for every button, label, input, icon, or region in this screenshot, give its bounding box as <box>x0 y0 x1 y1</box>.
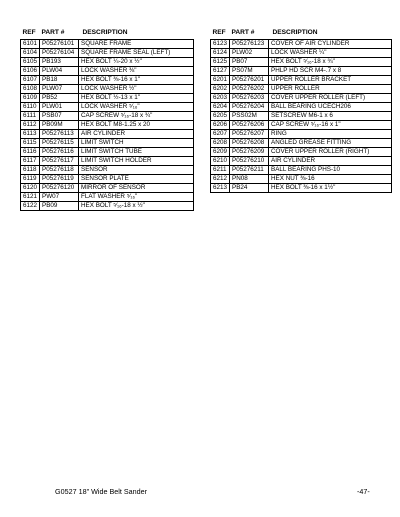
table-row <box>21 184 194 193</box>
cell-part-number: P05276117 <box>40 157 79 166</box>
cell-part-number: P05276211 <box>230 166 269 175</box>
cell-ref: 6201 <box>211 76 230 85</box>
header-ref: REF <box>22 28 36 36</box>
table-row <box>211 121 392 130</box>
cell-ref: 6212 <box>211 175 230 184</box>
cell-description: SENSOR PLATE <box>79 175 194 184</box>
cell-description: HEX BOLT ⁵⁄₁₆-18 x ¾" <box>269 58 392 67</box>
cell-description: AIR CYLINDER <box>79 130 194 139</box>
cell-ref: 6213 <box>211 184 230 193</box>
cell-ref: 6203 <box>211 94 230 103</box>
cell-part-number: P05276120 <box>40 184 79 193</box>
cell-ref: 6120 <box>21 184 40 193</box>
cell-part-number: P05276209 <box>230 148 269 157</box>
cell-description: HEX BOLT ¼-20 x ½" <box>79 58 194 67</box>
cell-description: LOCK WASHER ⅜" <box>79 67 194 76</box>
table-row <box>211 40 392 49</box>
cell-ref: 6118 <box>21 166 40 175</box>
cell-description: SQUARE FRAME SEAL (LEFT) <box>79 49 194 58</box>
table-row <box>211 103 392 112</box>
cell-description: LOCK WASHER ½" <box>79 85 194 94</box>
cell-ref: 6210 <box>211 157 230 166</box>
cell-part-number: P05276207 <box>230 130 269 139</box>
cell-description: UPPER ROLLER BRACKET <box>269 76 392 85</box>
table-row <box>211 166 392 175</box>
cell-description: COVER UPPER ROLLER (RIGHT) <box>269 148 392 157</box>
table-row <box>21 175 194 184</box>
cell-ref: 6121 <box>21 193 40 202</box>
cell-description: BALL BEARING UCECH206 <box>269 103 392 112</box>
cell-ref: 6202 <box>211 85 230 94</box>
table-row <box>21 49 194 58</box>
cell-ref: 6115 <box>21 139 40 148</box>
cell-ref: 6104 <box>21 49 40 58</box>
cell-part-number: PLW07 <box>40 85 79 94</box>
table-row <box>21 76 194 85</box>
table-row <box>21 67 194 76</box>
cell-ref: 6106 <box>21 67 40 76</box>
footer-model-title: G0527 18" Wide Belt Sander <box>55 487 148 496</box>
table-row <box>21 94 194 103</box>
cell-ref: 6211 <box>211 166 230 175</box>
table-row <box>21 121 194 130</box>
cell-ref: 6117 <box>21 157 40 166</box>
cell-ref: 6116 <box>21 148 40 157</box>
table-row <box>21 193 194 202</box>
table-row <box>211 76 392 85</box>
table-row <box>21 166 194 175</box>
cell-description: SETSCREW M6-1 x 6 <box>269 112 392 121</box>
table-row <box>21 202 194 211</box>
table-row <box>211 112 392 121</box>
cell-description: LIMIT SWITCH <box>79 139 194 148</box>
table-row <box>21 58 194 67</box>
cell-description: CAP SCREW ⁵⁄₁₆-16 x 1" <box>269 121 392 130</box>
cell-description: LOCK WASHER ¼" <box>269 49 392 58</box>
cell-part-number: P05276204 <box>230 103 269 112</box>
cell-part-number: P05276113 <box>40 130 79 139</box>
parts-table-left-body <box>21 40 194 211</box>
parts-table-left <box>20 28 194 211</box>
cell-part-number: PB07 <box>230 58 269 67</box>
header-part: PART # <box>231 28 255 36</box>
cell-description: HEX BOLT ⁵⁄₁₆-18 x ½" <box>79 202 194 211</box>
cell-ref: 6109 <box>21 94 40 103</box>
cell-part-number: P05276123 <box>230 40 269 49</box>
cell-ref: 6125 <box>211 58 230 67</box>
cell-part-number: PLW02 <box>230 49 269 58</box>
cell-part-number: PB193 <box>40 58 79 67</box>
cell-part-number: PSB07 <box>40 112 79 121</box>
cell-part-number: P05276104 <box>40 49 79 58</box>
cell-part-number: P05276210 <box>230 157 269 166</box>
table-row <box>211 175 392 184</box>
table-row <box>21 148 194 157</box>
cell-ref: 6127 <box>211 67 230 76</box>
cell-part-number: P05276208 <box>230 139 269 148</box>
cell-description: AIR CYLINDER <box>269 157 392 166</box>
cell-ref: 6208 <box>211 139 230 148</box>
cell-description: COVER OF AIR CYLINDER <box>269 40 392 49</box>
cell-part-number: PN08 <box>230 175 269 184</box>
table-row <box>211 67 392 76</box>
cell-description: LIMIT SWITCH TUBE <box>79 148 194 157</box>
cell-ref: 6207 <box>211 130 230 139</box>
cell-part-number: PLW04 <box>40 67 79 76</box>
cell-ref: 6122 <box>21 202 40 211</box>
cell-description: CAP SCREW ⁵⁄₁₆-18 x ¾" <box>79 112 194 121</box>
cell-description: COVER UPPER ROLLER (LEFT) <box>269 94 392 103</box>
cell-description: LIMIT SWITCH HOLDER <box>79 157 194 166</box>
table-row <box>211 94 392 103</box>
header-ref: REF <box>212 28 226 36</box>
cell-part-number: P05276115 <box>40 139 79 148</box>
cell-part-number: PLW01 <box>40 103 79 112</box>
parts-table-right-body <box>211 40 392 193</box>
table-row <box>21 103 194 112</box>
cell-part-number: PB52 <box>40 94 79 103</box>
footer-page-number: -47- <box>357 487 370 496</box>
cell-ref: 6108 <box>21 85 40 94</box>
cell-ref: 6205 <box>211 112 230 121</box>
cell-part-number: P05276118 <box>40 166 79 175</box>
cell-ref: 6204 <box>211 103 230 112</box>
cell-part-number: PW07 <box>40 193 79 202</box>
cell-part-number: PB09 <box>40 202 79 211</box>
cell-part-number: P05276116 <box>40 148 79 157</box>
table-row <box>211 139 392 148</box>
cell-ref: 6206 <box>211 121 230 130</box>
cell-part-number: PS07M <box>230 67 269 76</box>
table-row <box>211 157 392 166</box>
cell-description: SQUARE FRAME <box>79 40 194 49</box>
cell-description: LOCK WASHER ⁵⁄₁₆" <box>79 103 194 112</box>
cell-part-number: P05276201 <box>230 76 269 85</box>
header-description: DESCRIPTION <box>82 28 128 36</box>
table-row <box>211 58 392 67</box>
cell-description: HEX BOLT M8-1.25 x 20 <box>79 121 194 130</box>
cell-description: MIRROR OF SENSOR <box>79 184 194 193</box>
cell-part-number: PB24 <box>230 184 269 193</box>
cell-description: ANGLED GREASE FITTING <box>269 139 392 148</box>
cell-part-number: P05276202 <box>230 85 269 94</box>
table-row <box>211 148 392 157</box>
cell-part-number: PB18 <box>40 76 79 85</box>
cell-ref: 6112 <box>21 121 40 130</box>
table-row <box>21 130 194 139</box>
table-row <box>21 157 194 166</box>
table-row <box>211 130 392 139</box>
table-row <box>21 112 194 121</box>
cell-ref: 6124 <box>211 49 230 58</box>
cell-description: RING <box>269 130 392 139</box>
cell-ref: 6101 <box>21 40 40 49</box>
table-row <box>211 184 392 193</box>
cell-description: HEX BOLT ⅜-16 x 1½" <box>269 184 392 193</box>
table-header-row <box>211 28 392 40</box>
cell-part-number: P05276101 <box>40 40 79 49</box>
header-description: DESCRIPTION <box>272 28 318 36</box>
cell-description: HEX NUT ⅜-16 <box>269 175 392 184</box>
cell-ref: 6113 <box>21 130 40 139</box>
table-row <box>21 85 194 94</box>
cell-description: UPPER ROLLER <box>269 85 392 94</box>
cell-description: HEX BOLT ⅜-16 x 1" <box>79 76 194 85</box>
table-row <box>211 49 392 58</box>
cell-ref: 6119 <box>21 175 40 184</box>
cell-ref: 6209 <box>211 148 230 157</box>
cell-description: FLAT WASHER ⁵⁄₁₆" <box>79 193 194 202</box>
cell-ref: 6123 <box>211 40 230 49</box>
cell-part-number: P05276206 <box>230 121 269 130</box>
cell-ref: 6107 <box>21 76 40 85</box>
cell-ref: 6105 <box>21 58 40 67</box>
cell-part-number: PSS02M <box>230 112 269 121</box>
cell-description: HEX BOLT ½-13 x 1" <box>79 94 194 103</box>
header-part: PART # <box>41 28 65 36</box>
cell-description: BALL BEARING PHS-10 <box>269 166 392 175</box>
parts-table-right <box>210 28 392 193</box>
cell-part-number: P05276119 <box>40 175 79 184</box>
table-row <box>211 85 392 94</box>
table-header-row <box>21 28 194 40</box>
cell-ref: 6111 <box>21 112 40 121</box>
cell-description: PHLP HD SCR M4-.7 x 8 <box>269 67 392 76</box>
cell-description: SENSOR <box>79 166 194 175</box>
cell-part-number: P05276203 <box>230 94 269 103</box>
cell-ref: 6110 <box>21 103 40 112</box>
table-row <box>21 139 194 148</box>
cell-part-number: PB09M <box>40 121 79 130</box>
table-row <box>21 40 194 49</box>
